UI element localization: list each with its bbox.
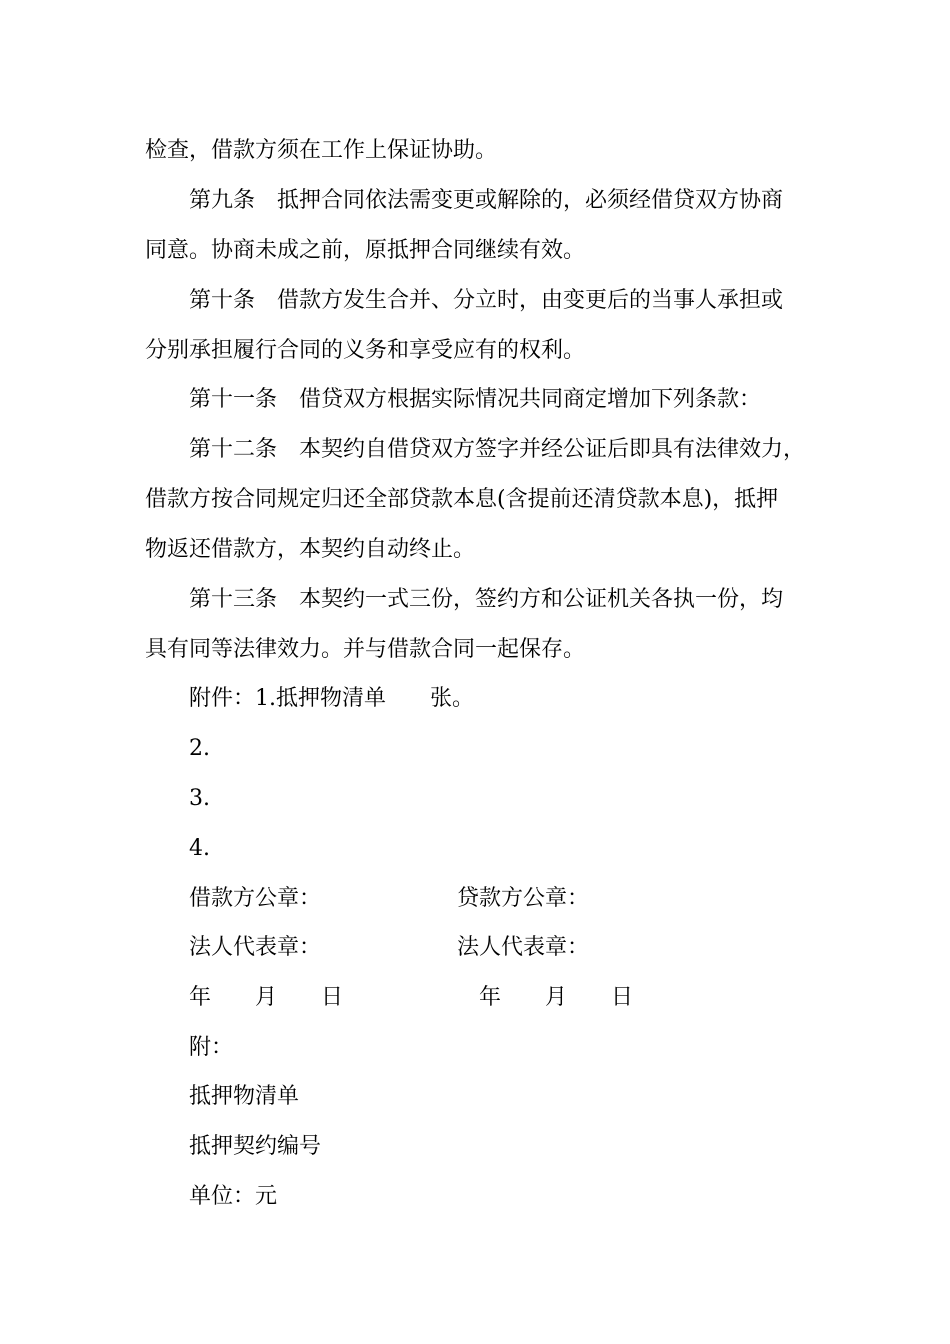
article-9-line-1: 第九条 抵押合同依法需变更或解除的，必须经借贷双方协商	[189, 188, 784, 213]
appendix-list-title: 抵押物清单	[189, 1084, 300, 1109]
article-9-line-2: 同意。协商未成之前，原抵押合同继续有效。	[145, 238, 586, 263]
article-12-line-2: 借款方按合同规定归还全部贷款本息(含提前还清贷款本息)，抵押	[145, 487, 779, 512]
borrower-legal-rep-label: 法人代表章：	[189, 935, 322, 960]
paragraph-line: 检查，借款方须在工作上保证协助。	[145, 138, 498, 163]
article-10-line-2: 分别承担履行合同的义务和享受应有的权利。	[145, 338, 586, 363]
attachment-line: 附件：1.抵押物清单 张。	[189, 686, 474, 711]
borrower-seal-label: 借款方公章：	[189, 886, 322, 911]
lender-seal-label: 贷款方公章：	[457, 886, 590, 911]
article-11-line: 第十一条 借贷双方根据实际情况共同商定增加下列条款：	[189, 387, 762, 412]
article-10-line-1: 第十条 借款方发生合并、分立时，由变更后的当事人承担或	[189, 288, 784, 313]
article-12-line-1: 第十二条 本契约自借贷双方签字并经公证后即具有法律效力，	[189, 437, 806, 462]
appendix-contract-number: 抵押契约编号	[189, 1134, 322, 1159]
borrower-date-line: 年 月 日	[189, 985, 344, 1010]
attachment-item-4: 4.	[189, 836, 210, 861]
lender-date-line: 年 月 日	[479, 985, 634, 1010]
article-13-line-2: 具有同等法律效力。并与借款合同一起保存。	[145, 637, 586, 662]
article-13-line-1: 第十三条 本契约一式三份，签约方和公证机关各执一份，均	[189, 587, 784, 612]
attachment-item-3: 3.	[189, 786, 210, 811]
appendix-unit: 单位：元	[189, 1184, 278, 1209]
appendix-label: 附：	[189, 1035, 234, 1060]
lender-legal-rep-label: 法人代表章：	[457, 935, 590, 960]
article-12-line-3: 物返还借款方，本契约自动终止。	[145, 537, 476, 562]
attachment-item-2: 2.	[189, 736, 210, 761]
